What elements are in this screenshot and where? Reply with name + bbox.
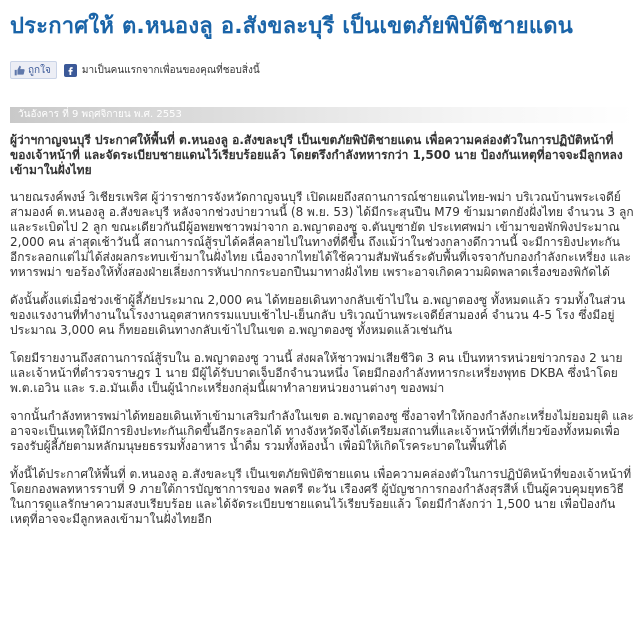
- article-container: [10, 12, 634, 527]
- article-date-bar: [10, 107, 634, 123]
- article-paragraph: ดังนั้นตั้งแต่เมื่อช่วงเช้าผู้ลี้ภัยประมาณ 2,000 คน ได้ทยอยเดินทางกลับเข้าไปใน อ.พญาตองซู ทั้งหมดแล้ว รวมทั้งในส่วนของแรงงานที่ทำงานในโรงงานอุตสาหกรรมแบบเช้าไป-เย็นกลับ บริเวณบ้านพระเจดีย์สามองค์ จำนวน 4-5 โรง ซึ่งมีอยู่ประมาณ 3,000 คน ก็ทยอยเดินทางกลับเข้าไปในเขต อ.พญาตองซู ทั้งหมดแล้วเช่นกัน: [10, 293, 626, 337]
- article-paragraph: โดยมีรายงานถึงสถานการณ์สู้รบใน อ.พญาตองซู วานนี้ ส่งผลให้ชาวพม่าเสียชีวิต 3 คน เป็นทหารหน่วยข่าวกรอง 2 นาย และเจ้าหน้าที่ตำรวจราษฎร 1 นาย มีผู้ได้รับบาดเจ็บอีกจำนวนหนึ่ง โดยมีกองกำลังทหารกะเหรี่ยงพุทธ DKBA ซึ่งนำโดย พ.ต.เอวิน และ ร.อ.มันเต็ง เป็นผู้นำกะเหรี่ยงกลุ่มนี้เผาทำลายหน่วยงานต่างๆ ของพม่า: [10, 351, 623, 395]
- article-date: วันอังคาร ที่ 9 พฤศจิกายน พ.ศ. 2553: [18, 109, 182, 120]
- article-paragraph: ทั้งนี้ได้ประกาศให้พื้นที่ ต.หนองลู อ.สังขละบุรี เป็นเขตภัยพิบัติชายแดน เพื่อความคล่องตัวในการปฏิบัติหน้าที่ของเจ้าหน้าที่ โดยกองพลทหารราบที่ 9 ภายใต้การบัญชาการของ พลตรี ตะวัน เรืองศรี ผู้บัญชาการกองกำลังสุรสีห์ เป็นผู้ควบคุมยุทธวิธีในการดูแลรักษาความสงบเรียบร้อย และได้จัดระเบียบชายแดนไว้เรียบร้อยแล้ว โดยมีกำลังกว่า 1,500 นาย เพื่อป้องกันเหตุที่อาจจะมีลูกหลงเข้ามาในฝั่งไทยอีก: [10, 467, 632, 526]
- social-bar: [10, 59, 634, 81]
- facebook-icon: [64, 64, 77, 77]
- like-prompt-text: มาเป็นคนแรกจากเพื่อนของคุณที่ชอบสิ่งนี้: [81, 64, 260, 76]
- article-lead: ผู้ว่าฯกาญจนบุรี ประกาศให้พื้นที่ ต.หนองลู อ.สังขละบุรี เป็นเขตภัยพิบัติชายแดน เพื่อความคล่องตัวในการปฏิบัติหน้าที่ของเจ้าหน้าที่ และจัดระเบียบชายแดนไว้เรียบร้อยแล้ว โดยตรึงกำลังทหารกว่า 1,500 นาย ป้องกันเหตุที่อาจจะมีลูกหลงเข้ามาในฝั่งไทย: [10, 133, 623, 177]
- like-button-label: ถูกใจ: [28, 64, 51, 76]
- article-paragraph: จากนั้นกำลังทหารพม่าได้ทยอยเดินเท้าเข้ามาเสริมกำลังในเขต อ.พญาตองซู ซึ่งอาจทำให้กองกำลังกะเหรี่ยงไม่ยอมยุติ และอาจจะเป็นเหตุให้มีการยิงปะทะกันเกิดขึ้นอีกระลอกได้ ทางจังหวัดจึงได้เตรียมสถานที่และเจ้าหน้าที่ที่เกี่ยวข้องทั้งหมดเพื่อรองรับผู้ลี้ภัยตามหลักมนุษยธรรมทั้งอาหาร น้ำดื่ม รวมทั้งห้องน้ำ เพื่อมิให้เกิดโรคระบาดในพื้นที่ได้: [10, 409, 634, 453]
- article-paragraph: นายณรงค์พงษ์ วิเชียรเพริศ ผู้ว่าราชการจังหวัดกาญจนบุรี เปิดเผยถึงสถานการณ์ชายแดนไทย-พม่า บริเวณบ้านพระเจดีย์สามองค์ ต.หนองลู อ.สังขละบุรี หลังจากช่วงบ่ายวานนี้ (8 พ.ย. 53) ได้มีกระสุนปืน M79 ข้ามมาตกยังฝั่งไทย จำนวน 3 ลูก และระเบิดไป 2 ลูก ขณะเดียวกันมีผู้อพยพชาวพม่าจาก อ.พญาตองซู จ.ตันบูซายัต ประเทศพม่า เข้ามาขอพักพิงประมาณ 2,000 คน ล่าสุดเช้าวันนี้ สถานการณ์สู้รบได้คลี่คลายไปในทางที่ดีขึ้น ถึงแม้ว่าในช่วงกลางดึกวานนี้ จะมีการยิงปะทะกันอีกระลอกแต่ไม่ได้ส่งผลกระทบเข้ามาในฝั่งไทย เนื่องจากไทยได้ใช้ความสัมพันธ์ระดับพื้นที่เจรจากับกองกำลังกะเหรี่ยง และทหารพม่า ขอร้องให้ทั้งสองฝ่ายเลี่ยงการหันปากกระบอกปืนมาทางฝั่งไทย เพราะอาจเกิดความผิดพลาดเรื่องของพิกัดได้: [10, 190, 634, 279]
- thumbs-up-icon: [14, 65, 25, 76]
- article-headline: ประกาศให้ ต.หนองลู อ.สังขละบุรี เป็นเขตภัยพิบัติชายแดน: [10, 14, 573, 39]
- like-button[interactable]: [10, 61, 57, 79]
